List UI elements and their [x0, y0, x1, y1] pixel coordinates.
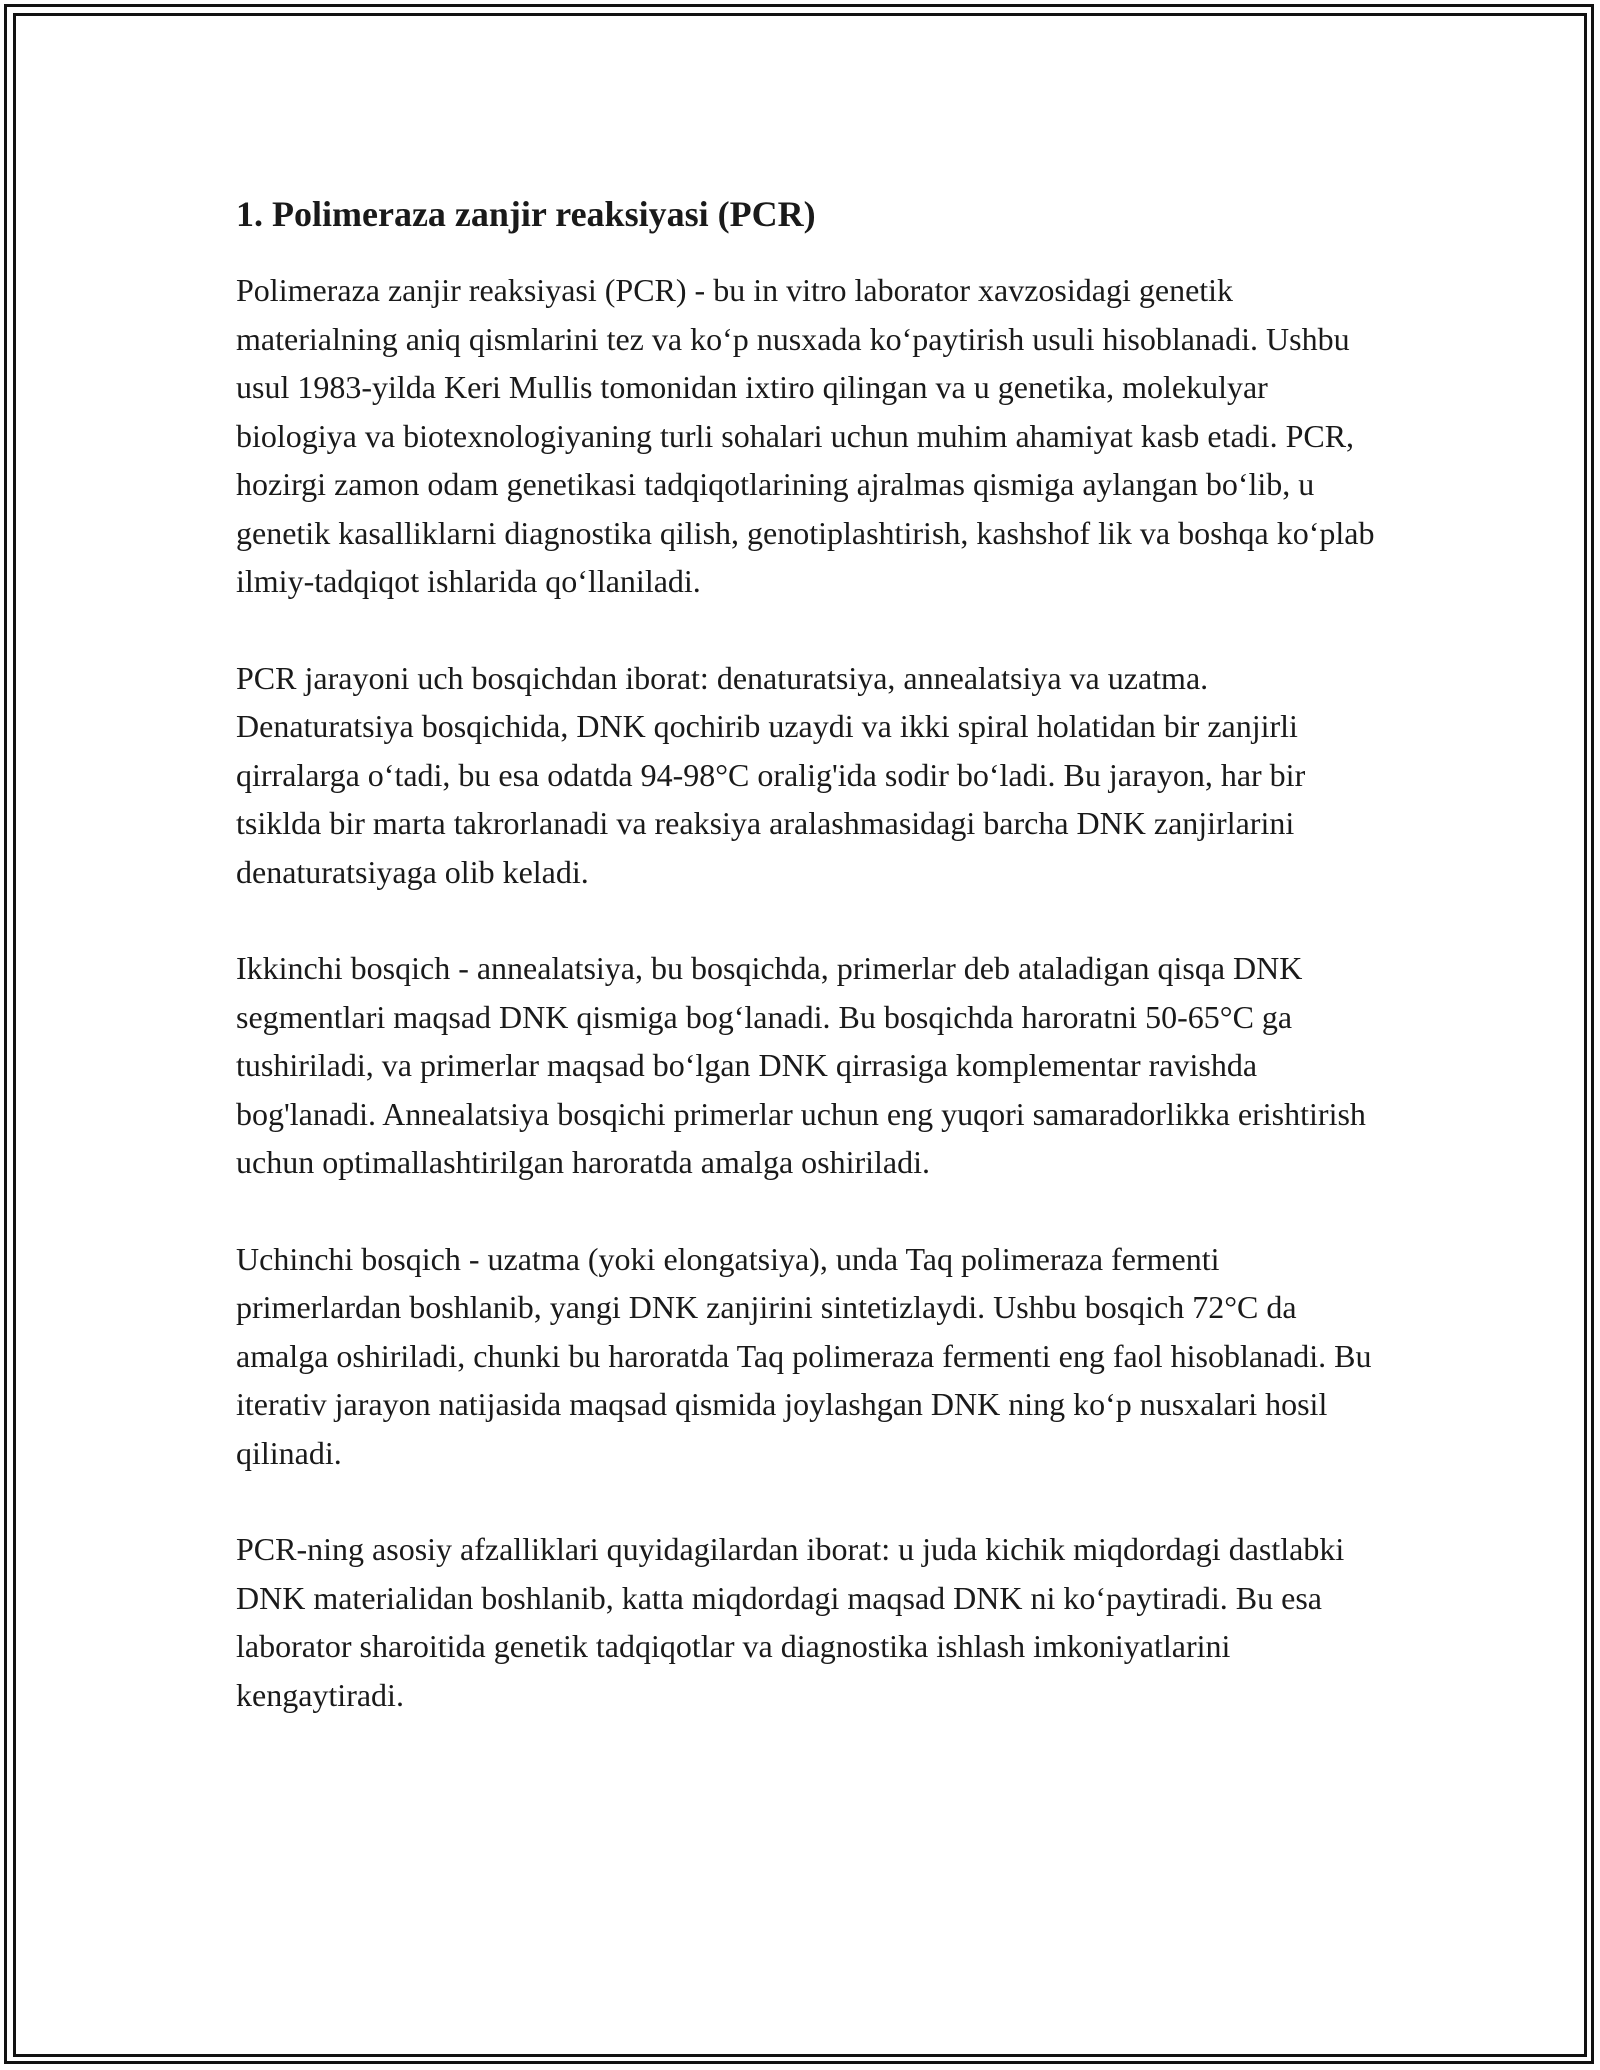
document-body — [236, 186, 1376, 1767]
paragraph-intro: Polimeraza zanjir reaksiyasi (PCR) - bu in vitro laborator xavzosidagi genetik materialning aniq qismlarini tez va ko‘p nusxada ko‘paytirish usuli hisoblanadi. Ushbu usul 1983-yilda Keri Mullis tomonidan ixtiro qilingan va u genetika, molekulyar biologiya va biotexnologiyaning turli sohalari uchun muhim ahamiyat kasb etadi. PCR, hozirgi zamon odam genetikasi tadqiqotlarining ajralmas qismiga aylangan bo‘lib, u genetik kasalliklarni diagnostika qilish, genotiplashtirish, kashshof lik va boshqa ko‘plab ilmiy-tadqiqot ishlarida qo‘llaniladi. — [236, 272, 1375, 599]
paragraph-advantages: PCR-ning asosiy afzalliklari quyidagilardan iborat: u juda kichik miqdordagi dastlabki DNK materialidan boshlanib, katta miqdordagi maqsad DNK ni ko‘paytiradi. Bu esa laborator sharoitida genetik tadqiqotlar va diagnostika ishlash imkoniyatlarini kengaytiradi. — [236, 1531, 1345, 1713]
paragraph-elongation: Uchinchi bosqich - uzatma (yoki elongatsiya), unda Taq polimeraza fermenti primerlardan boshlanib, yangi DNK zanjirini sintetizlaydi. Ushbu bosqich 72°C da amalga oshiriladi, chunki bu haroratda Taq polimeraza fermenti eng faol hisoblanadi. Bu iterativ jarayon natijasida maqsad qismida joylashgan DNK ning ko‘p nusxalari hosil qilinadi. — [236, 1240, 1372, 1471]
paragraph-denaturation: PCR jarayoni uch bosqichdan iborat: denaturatsiya, annealatsiya va uzatma. Denaturatsiya bosqichida, DNK qochirib uzaydi va ikki spiral holatidan bir zanjirli qirralarga o‘tadi, bu esa odatda 94-98°C oralig'ida sodir bo‘ladi. Bu jarayon, har bir tsiklda bir marta takrorlanadi va reaksiya aralashmasidagi barcha DNK zanjirlarini denaturatsiyaga olib keladi. — [236, 659, 1306, 890]
paragraph-annealing: Ikkinchi bosqich - annealatsiya, bu bosqichda, primerlar deb ataladigan qisqa DNK segmentlari maqsad DNK qismiga bog‘lanadi. Bu bosqichda haroratni 50-65°C ga tushiriladi, va primerlar maqsad bo‘lgan DNK qirrasiga komplementar ravishda bog'lanadi. Annealatsiya bosqichi primerlar uchun eng yuqori samaradorlikka erishtirish uchun optimallashtirilgan haroratda amalga oshiriladi. — [236, 950, 1366, 1180]
section-heading: 1. Polimeraza zanjir reaksiyasi (PCR) — [236, 194, 816, 234]
